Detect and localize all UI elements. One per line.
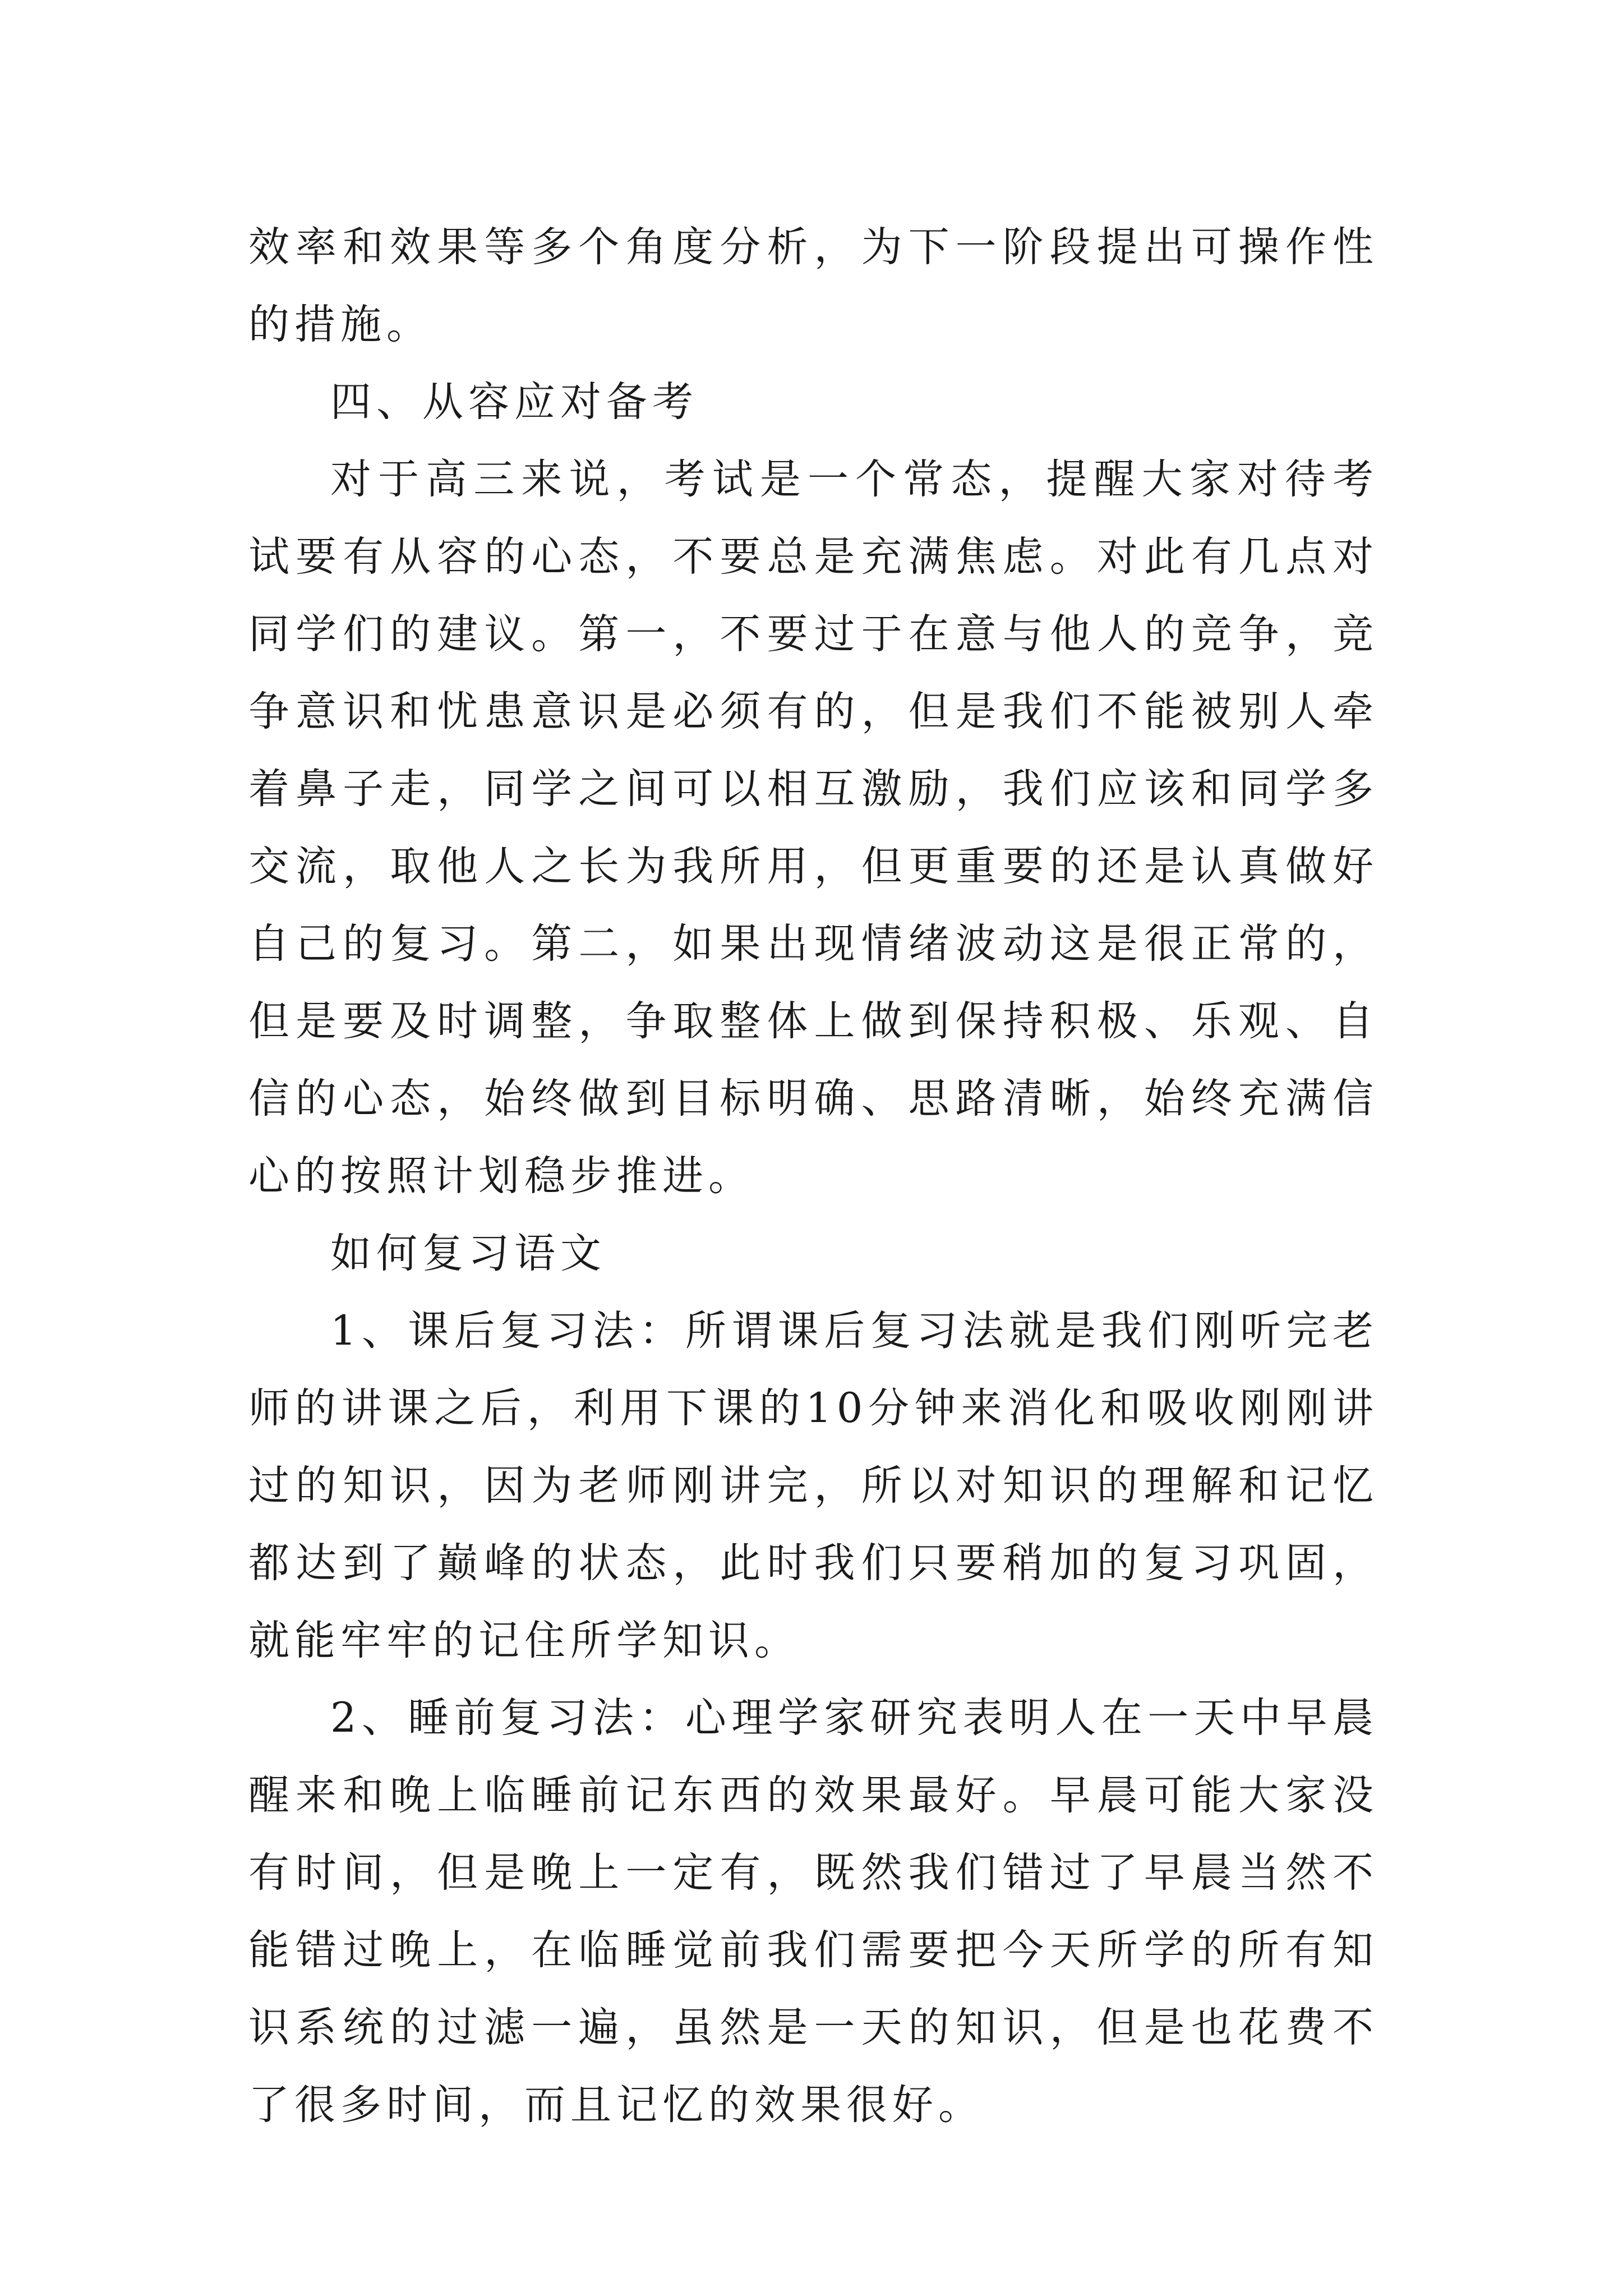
section-heading-chinese-review: 如何复习语文 [330,1230,606,1277]
exam-mindset-paragraph: 对于高三来说，考试是一个常态，提醒大家对待考试要有从容的心态，不要总是充满焦虑。对此有几点对同学们的建议。第一，不要过于在意与他人的竞争，竞争意识和忧患意识是必须有的，但是我们不能被别人牵着鼻子走，同学之间可以相互激励，我们应该和同学多交流，取他人之长为我所用，但更重要的还是认真做好自己的复习。第二，如果出现情绪波动这是很正常的，但是要及时调整，争取整体上做到保持积极、乐观、自信的心态，始终做到目标明确、思路清晰，始终充满信心的按照计划稳步推进。 [248,455,1378,1200]
after-class-review-paragraph: 1、课后复习法：所谓课后复习法就是我们刚听完老师的讲课之后，利用下课的10分钟来消化和吸收刚刚讲过的知识，因为老师刚讲完，所以对知识的理解和记忆都达到了巅峰的状态，此时我们只要稍加的复习巩固，就能牢牢的记住所学知识。 [248,1307,1378,1664]
bedtime-review-paragraph: 2、睡前复习法：心理学家研究表明人在一天中早晨醒来和晚上临睡前记东西的效果最好。早晨可能大家没有时间，但是晚上一定有，既然我们错过了早晨当然不能错过晚上，在临睡觉前我们需要把今天所学的所有知识系统的过滤一遍，虽然是一天的知识，但是也花费不了很多时间，而且记忆的效果很好。 [248,1694,1378,2129]
continuation-paragraph: 效率和效果等多个角度分析，为下一阶段提出可操作性的措施。 [248,223,1378,348]
document-body [248,209,1378,2144]
section-heading-exam-preparation: 四、从容应对备考 [330,378,698,426]
